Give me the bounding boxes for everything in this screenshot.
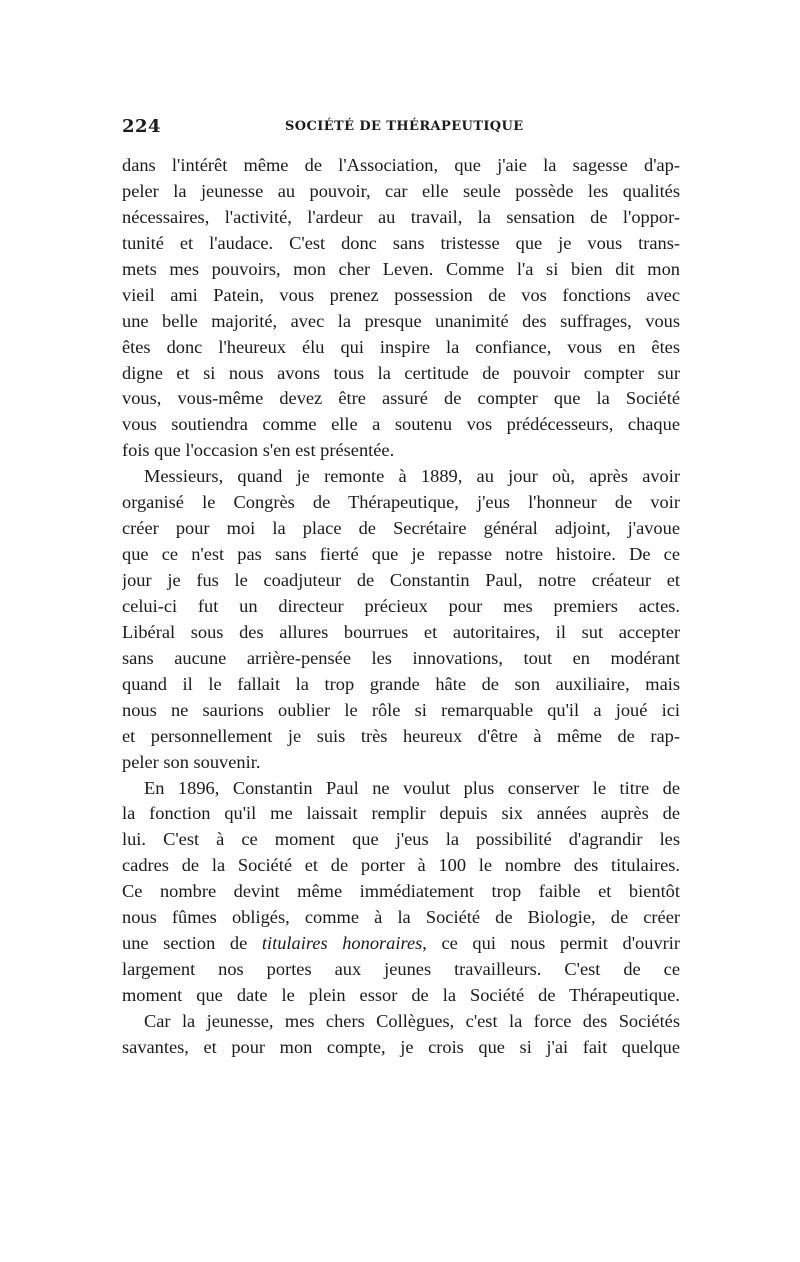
text-line: Car la jeunesse, mes chers Collègues, c'est la force des Sociétés (144, 1010, 680, 1031)
text-line: nous fûmes obligés, comme à la Société de Biologie, de créer (122, 907, 680, 928)
body-text (122, 153, 680, 1061)
text-line-with-italic (122, 931, 680, 957)
text-line: celui-ci fut un directeur précieux pour mes premiers actes. (122, 595, 680, 616)
text-line: Messieurs, quand je remonte à 1889, au jour où, après avoir (144, 466, 680, 487)
text-line: jour je fus le coadjuteur de Constantin Paul, notre créateur et (122, 570, 680, 590)
text-line: créer pour moi la place de Secrétaire général adjoint, j'avoue (122, 518, 680, 539)
text-line: organisé le Congrès de Thérapeutique, j'eus l'honneur de voir (122, 492, 680, 513)
text-line: En 1896, Constantin Paul ne voulut plus conserver le titre de (144, 777, 680, 798)
text-line: êtes donc l'heureux élu qui inspire la confiance, vous en êtes (122, 336, 680, 357)
text-line: vieil ami Patein, vous prenez possession de vos fonctions avec (122, 284, 680, 305)
text-line: quand il le fallait la trop grande hâte de son auxiliaire, mais (122, 673, 680, 694)
text-line: tunité et l'audace. C'est donc sans tristesse que je vous trans- (122, 232, 680, 253)
text-line: que ce n'est pas sans fierté que je repasse notre histoire. De ce (122, 544, 680, 565)
text-line: Libéral sous des allures bourrues et autoritaires, il sut accepter (122, 621, 680, 642)
page-header (122, 116, 680, 138)
italic-term: titulaires honoraires (261, 933, 423, 954)
page-number: 224 (122, 116, 162, 137)
text-line: fois que l'occasion s'en est présentée. (122, 440, 395, 461)
text-line: lui. C'est à ce moment que j'eus la possibilité d'agrandir les (122, 829, 680, 850)
text-line: nécessaires, l'activité, l'ardeur au travail, la sensation de l'oppor- (122, 206, 680, 227)
text-line: digne et si nous avons tous la certitude de pouvoir compter sur (122, 362, 680, 383)
text-line: moment que date le plein essor de la Société de Thérapeutique. (122, 985, 680, 1005)
text-line: une belle majorité, avec la presque unanimité des suffrages, vous (122, 310, 680, 331)
text-line: savantes, et pour mon compte, je crois que si j'ai fait quelque (122, 1036, 680, 1057)
text-line: sans aucune arrière-pensée les innovations, tout en modérant (122, 647, 680, 668)
text-line: la fonction qu'il me laissait remplir depuis six années auprès de (122, 803, 680, 824)
text-line: peler son souvenir. (122, 751, 261, 772)
text-line: Ce nombre devint même immédiatement trop faible et bientôt (122, 881, 680, 902)
text-line: largement nos portes aux jeunes travailleurs. C'est de ce (122, 959, 680, 980)
text-segment: , ce qui nous permit d'ouvrir (422, 933, 680, 954)
text-line: cadres de la Société et de porter à 100 le nombre des titulaires. (122, 855, 680, 876)
text-segment: une section de (122, 933, 262, 954)
text-line: dans l'intérêt même de l'Association, que j'aie la sagesse d'ap- (122, 155, 680, 175)
running-head: SOCIÉTÉ DE THÉRAPEUTIQUE (285, 119, 524, 134)
text-line: et personnellement je suis très heureux d'être à même de rap- (122, 725, 680, 746)
text-line: vous, vous-même devez être assuré de compter que la Société (122, 388, 680, 409)
text-line: vous soutiendra comme elle a soutenu vos prédécesseurs, chaque (122, 414, 680, 435)
text-line: mets mes pouvoirs, mon cher Leven. Comme l'a si bien dit mon (122, 258, 680, 279)
text-line: nous ne saurions oublier le rôle si remarquable qu'il a joué ici (122, 699, 680, 720)
text-line: peler la jeunesse au pouvoir, car elle seule possède les qualités (122, 180, 680, 201)
